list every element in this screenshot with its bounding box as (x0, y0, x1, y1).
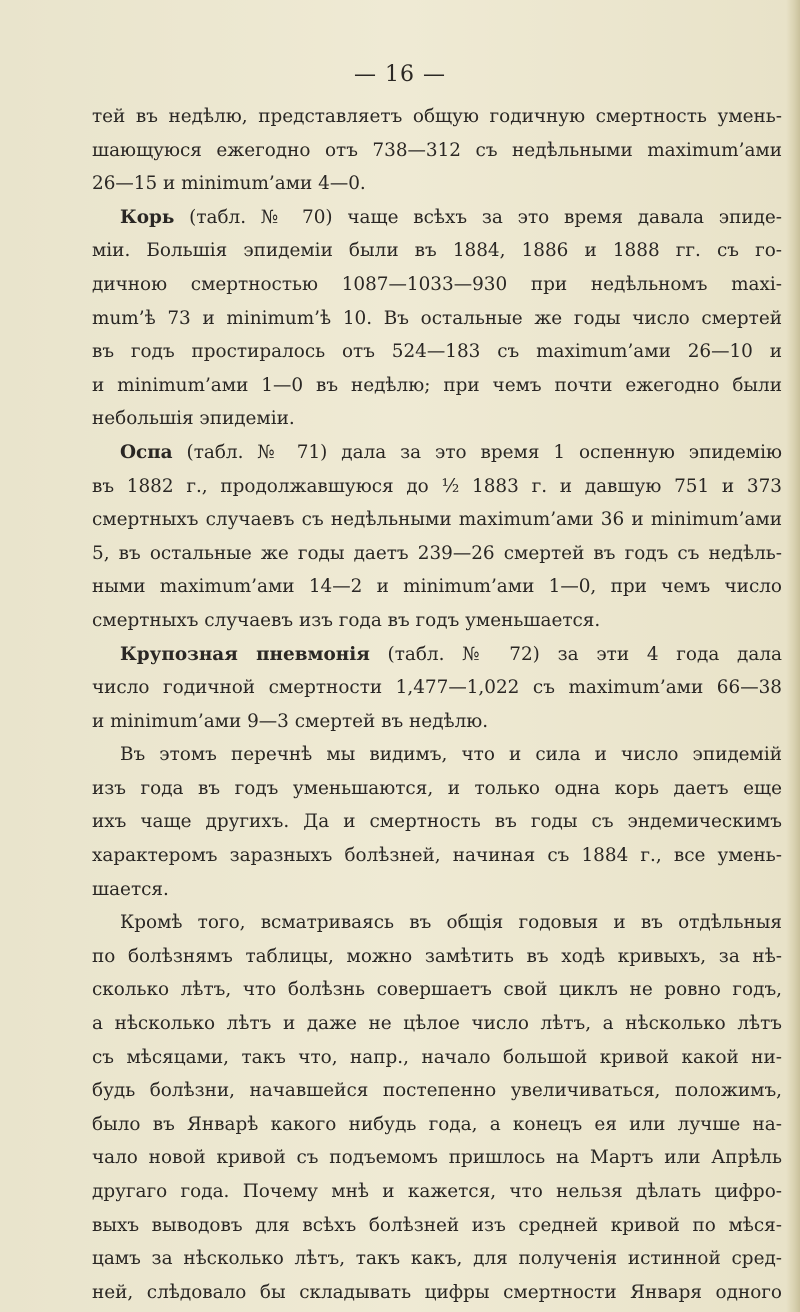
text-line: mum’ѣ 73 и minimum’ѣ 10. Въ остальные же годы число смертей (92, 307, 782, 329)
text-line: чало новой кривой съ подъемомъ пришлось на Мартъ или Апрѣль (92, 1147, 782, 1169)
line-text: (табл. № 70) чаще всѣхъ за это время давала эпиде- (174, 206, 782, 228)
text-line: сколько лѣтъ, что болѣзнь совершаетъ свой циклъ не ровно годъ, (92, 979, 782, 1001)
text-line: цамъ за нѣсколько лѣтъ, такъ какъ, для полученія истинной сред- (92, 1248, 782, 1270)
page-number: — 16 — (354, 62, 446, 87)
text-line: характеромъ заразныхъ болѣзней, начиная съ 1884 г., все умень- (92, 845, 782, 867)
text-line: небольшія эпидеміи. (92, 408, 295, 430)
section-heading-measles: Корь (120, 206, 175, 228)
text-line: въ 1882 г., продолжавшуюся до ½ 1883 г. и давшую 751 и 373 (92, 475, 782, 497)
text-line: дичною смертностью 1087—1033—930 при недѣльномъ maxi- (92, 273, 782, 295)
text-line: а нѣсколько лѣтъ и даже не цѣлое число лѣтъ, а нѣсколько лѣтъ (92, 1013, 782, 1035)
text-line: ней, слѣдовало бы складывать цифры смертности Января одного (92, 1281, 782, 1303)
text-line: и minimum’ами 1—0 въ недѣлю; при чемъ почти ежегодно были (92, 374, 782, 396)
text-line: было въ Январѣ какого нибудь года, а конецъ ея или лучше на- (92, 1113, 782, 1135)
text-line: 5, въ остальные же годы даетъ 239—26 смертей въ годъ съ недѣль- (92, 542, 782, 564)
text-line: міи. Большія эпидеміи были въ 1884, 1886 и 1888 гг. съ го- (92, 240, 782, 262)
text-line: шается. (92, 878, 169, 900)
body-text (92, 100, 782, 1309)
text-line: по болѣзнямъ таблицы, можно замѣтить въ ходѣ кривыхъ, за нѣ- (92, 945, 782, 967)
text-line: смертныхъ случаевъ изъ года въ годъ уменьшается. (92, 609, 601, 631)
text-line: ными maximum’ами 14—2 и minimum’ами 1—0, при чемъ число (92, 576, 782, 598)
page-edge-shadow (786, 0, 800, 1312)
line-text: (табл. № 71) дала за это время 1 оспенную эпидемію (172, 441, 782, 463)
text-line: другаго года. Почему мнѣ и кажется, что нельзя дѣлать цифро- (92, 1181, 782, 1202)
text-line: будь болѣзни, начавшейся постепенно увеличиваться, положимъ, (92, 1080, 782, 1102)
text-line: смертныхъ случаевъ съ недѣльными maximum’ами 36 и minimum’ами (92, 509, 782, 531)
text-line: съ мѣсяцами, такъ что, напр., начало большой кривой какой ни- (92, 1046, 782, 1068)
text-line: Кромѣ того, всматриваясь въ общія годовыя и въ отдѣльныя (120, 912, 782, 934)
text-line: число годичной смертности 1,477—1,022 съ maximum’ами 66—38 (92, 677, 782, 699)
text-line (92, 638, 782, 672)
text-line: ихъ чаще другихъ. Да и смертность въ годы съ эндемическимъ (92, 811, 782, 833)
text-line: изъ года въ годъ уменьшаются, и только одна корь даетъ еще (92, 777, 782, 799)
section-heading-smallpox: Оспа (120, 441, 173, 463)
text-line: въ годъ простиралось отъ 524—183 съ maximum’ами 26—10 и (92, 341, 782, 363)
text-line: шающуюся ежегодно отъ 738—312 съ недѣльными maximum’ами (92, 139, 782, 161)
text-line (92, 436, 782, 470)
text-line: выхъ выводовъ для всѣхъ болѣзней изъ средней кривой по мѣся- (92, 1214, 782, 1236)
text-line (92, 201, 782, 235)
text-line: и minimum’ами 9—3 смертей въ недѣлю. (92, 710, 489, 732)
line-text: (табл. № 72) за эти 4 года дала (369, 643, 782, 665)
text-line: Въ этомъ перечнѣ мы видимъ, что и сила и число эпидемій (120, 744, 782, 766)
text-line: 26—15 и minimum’ами 4—0. (92, 173, 366, 195)
section-heading-pneumonia: Крупозная пневмонія (120, 643, 370, 665)
text-line: тей въ недѣлю, представляетъ общую годичную смертность умень- (92, 106, 782, 127)
